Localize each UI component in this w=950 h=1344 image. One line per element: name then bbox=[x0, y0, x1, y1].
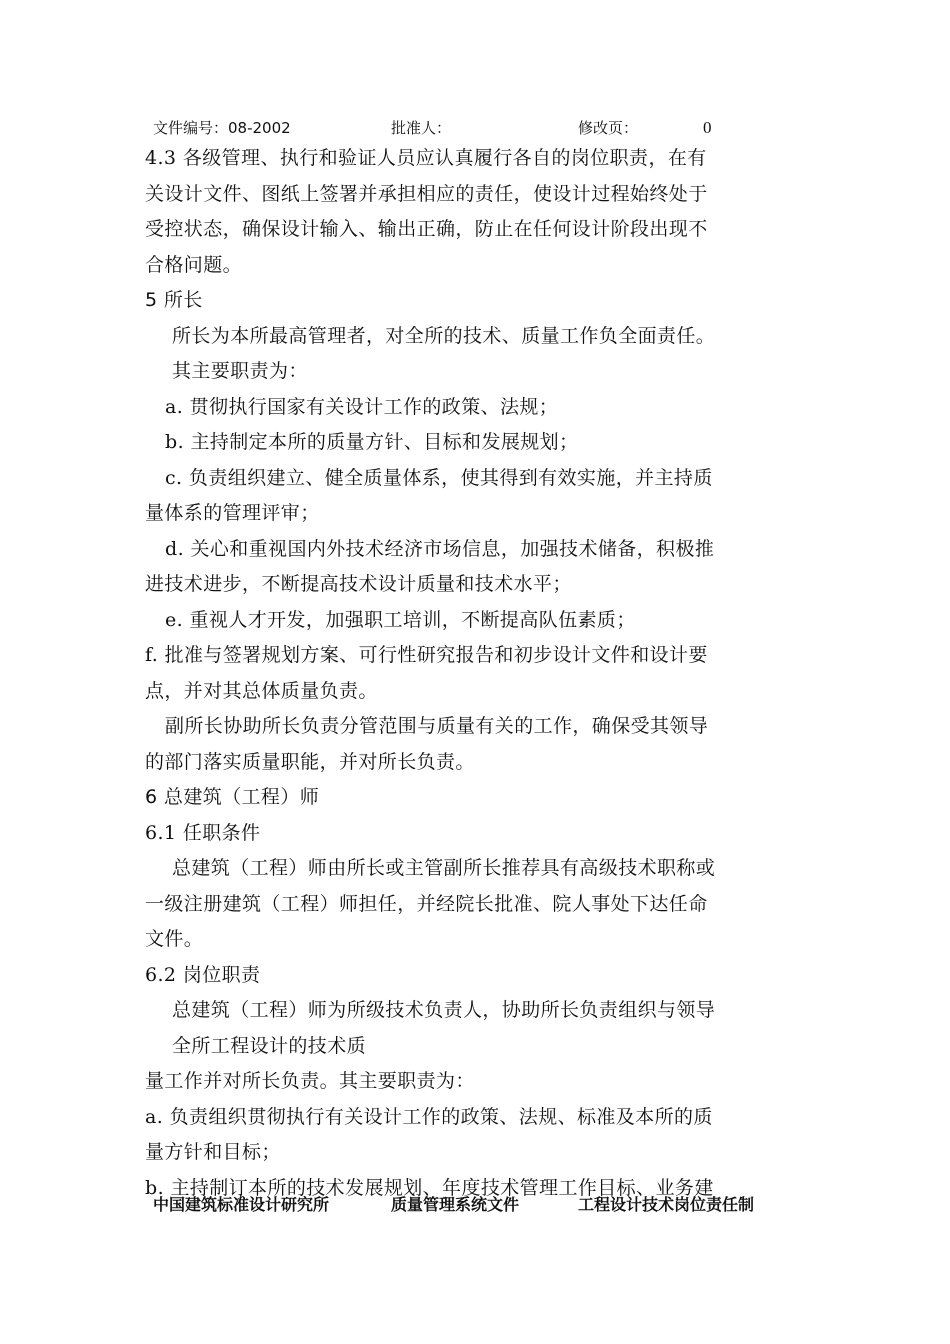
footer-document-type: 质量管理系统文件 bbox=[391, 1195, 520, 1214]
document-body bbox=[145, 141, 810, 1206]
body-line: 合格问题。 bbox=[145, 253, 243, 276]
approver-label: 批准人： bbox=[391, 119, 452, 137]
body-line: 其主要职责为： bbox=[172, 360, 308, 382]
section-heading-5: 5 所长 bbox=[145, 289, 203, 311]
body-line: 点，并对其总体质量负责。 bbox=[145, 679, 378, 702]
body-line: 量方针和目标； bbox=[145, 1141, 281, 1163]
list-item: d. 关心和重视国内外技术经济市场信息，加强技术储备，积极推 bbox=[165, 537, 715, 560]
body-line: 的部门落实质量职能，并对所长负责。 bbox=[145, 750, 475, 773]
revision-label: 修改页： bbox=[578, 119, 639, 137]
body-line: 进技术进步，不断提高技术设计质量和技术水平； bbox=[145, 573, 572, 595]
body-line: 总建筑（工程）师为所级技术负责人，协助所长负责组织与领导 bbox=[172, 999, 716, 1021]
body-line: 全所工程设计的技术质 bbox=[172, 1034, 367, 1057]
list-item: b. 主持制订本所的技术发展规划、年度技术管理工作目标、业务建 bbox=[145, 1176, 714, 1199]
file-number: 文件编号：08-2002 bbox=[153, 119, 291, 137]
subsection-heading: 6.2 岗位职责 bbox=[145, 963, 261, 986]
list-item: e. 重视人才开发，加强职工培训，不断提高队伍素质； bbox=[165, 608, 636, 631]
list-item: a. 贯彻执行国家有关设计工作的政策、法规； bbox=[165, 395, 559, 418]
page-footer bbox=[153, 1193, 813, 1217]
section-heading-6: 6 总建筑（工程）师 bbox=[145, 786, 320, 808]
body-line: 总建筑（工程）师由所长或主管副所长推荐具有高级技术职称或 bbox=[172, 857, 716, 879]
body-line: 量体系的管理评审； bbox=[145, 502, 320, 524]
list-item: c. 负责组织建立、健全质量体系，使其得到有效实施，并主持质 bbox=[165, 466, 713, 489]
body-line: 一级注册建筑（工程）师担任，并经院长批准、院人事处下达任命 bbox=[145, 892, 708, 915]
footer-document-title: 工程设计技术岗位责任制 bbox=[578, 1195, 755, 1214]
body-line: 文件。 bbox=[145, 928, 204, 950]
footer-organization: 中国建筑标准设计研究所 bbox=[153, 1195, 330, 1214]
body-line: 4.3 各级管理、执行和验证人员应认真履行各自的岗位职责，在有 bbox=[145, 147, 707, 169]
list-item: a. 负责组织贯彻执行有关设计工作的政策、法规、标准及本所的质 bbox=[145, 1105, 713, 1128]
list-item: f. 批准与签署规划方案、可行性研究报告和初步设计文件和设计要 bbox=[145, 644, 708, 666]
body-line: 关设计文件、图纸上签署并承担相应的责任，使设计过程始终处于 bbox=[145, 182, 708, 205]
body-line: 量工作并对所长负责。其主要职责为： bbox=[145, 1070, 475, 1092]
revision-value: 0 bbox=[703, 118, 712, 137]
page-header bbox=[153, 117, 813, 139]
subsection-heading: 6.1 任职条件 bbox=[145, 821, 261, 844]
list-item: b. 主持制定本所的质量方针、目标和发展规划； bbox=[165, 431, 579, 453]
body-line: 所长为本所最高管理者，对全所的技术、质量工作负全面责任。 bbox=[172, 324, 716, 347]
body-line: 受控状态，确保设计输入、输出正确，防止在任何设计阶段出现不 bbox=[145, 218, 708, 240]
body-line: 副所长协助所长负责分管范围与质量有关的工作，确保受其领导 bbox=[165, 715, 709, 737]
